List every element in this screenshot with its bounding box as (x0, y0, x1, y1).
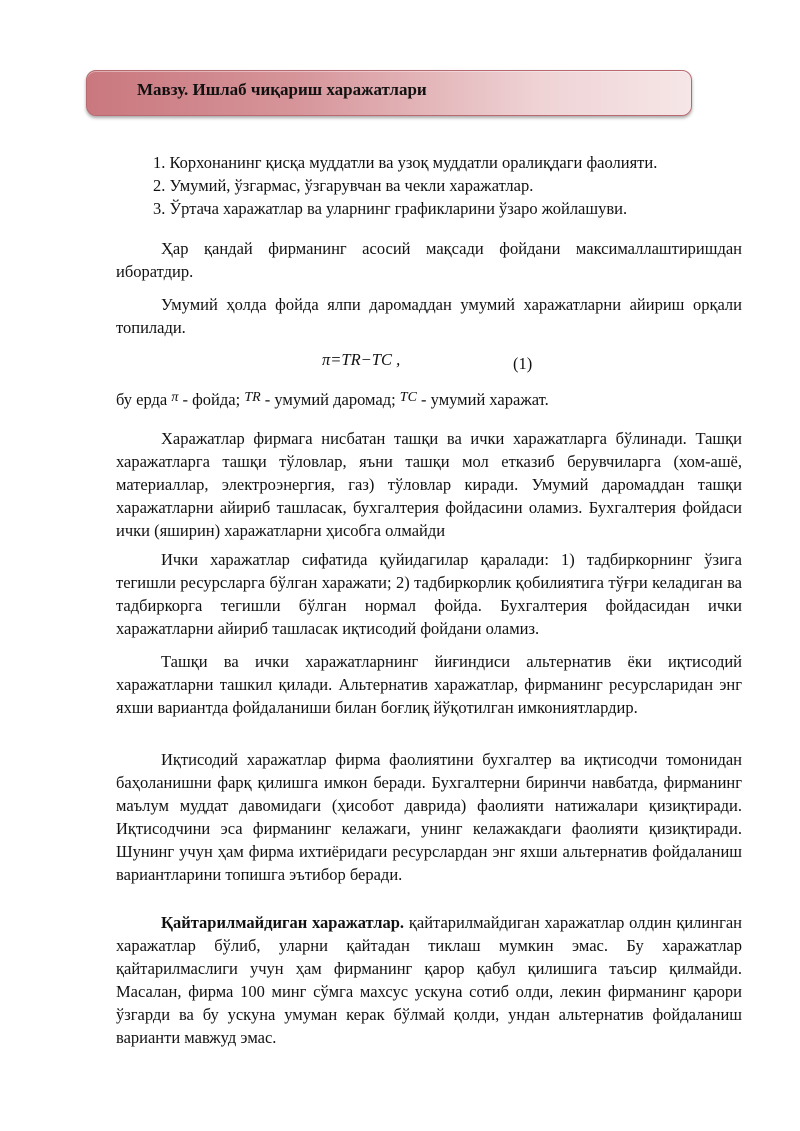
outline-item-1: 1. Корхонанинг қисқа муддатли ва узоқ муддатли оралиқдаги фаолияти. (153, 153, 658, 172)
paragraph-1-text: Ҳар қандай фирманинг асосий мақсади фойдани максималлаштиришдан иборатдир. (116, 239, 742, 281)
paragraph-4 (116, 548, 742, 640)
paragraph-2-text: Умумий ҳолда фойда ялпи даромаддан умумий харажатларни айириш орқали топилади. (116, 295, 742, 337)
paragraph-3 (116, 427, 742, 542)
outline-item-2: 2. Умумий, ўзгармас, ўзгарувчан ва чекли харажатлар. (153, 176, 534, 195)
paragraph-6 (116, 748, 742, 886)
paragraph-4-text: Ички харажатлар сифатида қуйидагилар қаралади: 1) тадбиркорнинг ўзига тегишли ресурсларга бўлган харажати; 2) тадбиркорлик қобилиятига тўғри келадиган ва тадбиркорга тегишли бўлган нормал фойда. Бухгалтерия фойдасидан ички харажатларни айириб ташласак иқтисодий фойдани оламиз. (116, 550, 742, 638)
paragraph-7-text (116, 911, 742, 1049)
tc-definition: - умумий харажат. (416, 390, 549, 409)
paragraph-5 (116, 650, 742, 719)
paragraph-3-text: Харажатлар фирмага нисбатан ташқи ва ички харажатларга бўлинади. Ташқи харажатларга ташқи тўловлар, яъни ташқи мол етказиб берувчиларга (хом-ашё, материаллар, электроэнергия, газ) тўловлар киради. Умумий даромаддан ташқи харажатларни айириб ташласак, бухгалтерия фойдасини оламиз. Бухгалтерия фойдаси ички (яширин) харажатларни ҳисобга олмайди (116, 429, 742, 540)
outline-list (153, 151, 657, 220)
paragraph-6-text: Иқтисодий харажатлар фирма фаолиятини бухгалтер ва иқтисодчи томонидан баҳоланишни фарқ қилишга имкон беради. Бухгалтерни биринчи навбатда, фирманинг маълум муддат давомидаги (ҳисобот даврида) фаолияти натижалари қизиқтиради. Иқтисодчини эса фирманинг келажаги, унинг келажакдаги фаолияти қизиқтиради. Шунинг учун ҳам фирма ихтиёридаги ресурслардан энг яхши альтернатив фойдаланиш вариантларини топишга эътибор беради. (116, 750, 742, 884)
formula-number: (1) (513, 354, 533, 373)
tc-symbol: TC (399, 390, 417, 405)
paragraph-2 (116, 293, 742, 339)
outline-item-3: 3. Ўртача харажатлар ва уларнинг графикларини ўзаро жойлашуви. (153, 199, 628, 218)
formula-definitions (116, 390, 549, 410)
profit-formula: π=TR−TC , (322, 350, 401, 369)
paragraph-1 (116, 237, 742, 283)
paragraph-7 (116, 911, 742, 1049)
topic-banner (86, 70, 692, 116)
pi-definition: - фойда; (178, 390, 241, 409)
tr-symbol: TR (244, 390, 261, 405)
pi-symbol: π (171, 390, 179, 405)
sunk-costs-text: қайтарилмайдиган харажатлар олдин қилинган харажатлар бўлиб, уларни қайтадан тиклаш мумкин эмас. Бу харажатлар қайтарилмаслиги учун ҳам фирманинг қарор қабул қилишига таъсир қилмайди. Масалан, фирма 100 минг сўмга махсус ускуна сотиб олди, лекин фирманинг қарори ўзгарди ва бу ускуна умуман керак бўлмай қолди, ундан альтернатив фойдаланиш варианти мавжуд эмас. (116, 913, 742, 1047)
defs-prefix: бу ерда (116, 390, 168, 409)
sunk-costs-heading: Қайтарилмайдиган харажатлар. (161, 913, 405, 932)
topic-title: Мавзу. Ишлаб чиқариш харажатлари (137, 80, 427, 99)
tr-definition: - умумий даромад; (260, 390, 396, 409)
paragraph-5-text: Ташқи ва ички харажатларнинг йиғиндиси альтернатив ёки иқтисодий харажатларни ташкил қилади. Альтернатив харажатлар, фирманинг ресурсларидан энг яхши вариантда фойдаланиши билан боғлиқ йўқотилган имкониятлардир. (116, 652, 742, 717)
